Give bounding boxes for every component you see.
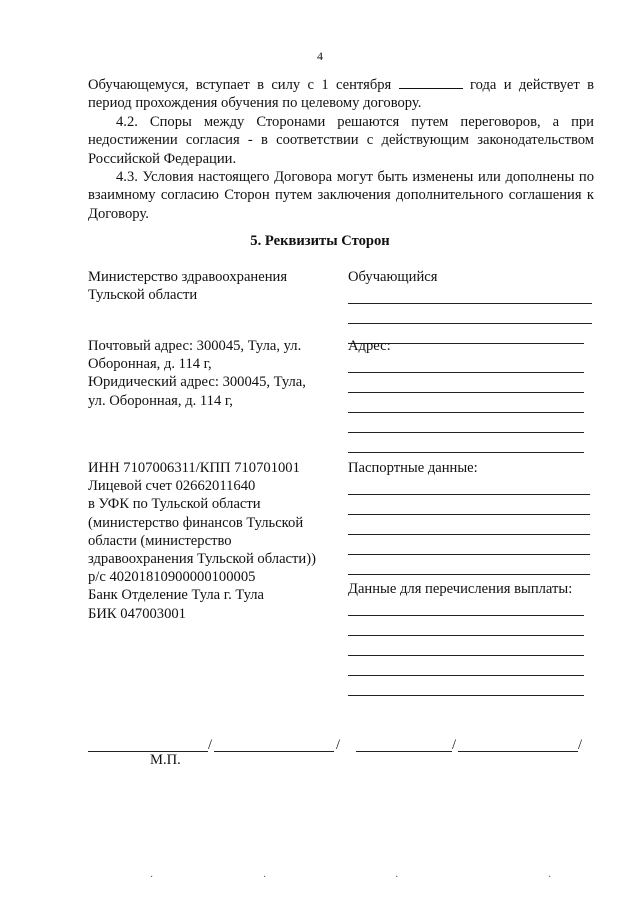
year-blank-line [399,76,463,89]
paragraph-text: года и действует в период прохождения обучения по целевому договору. [88,77,594,112]
signature-slash: / [578,737,583,753]
ministry-address [88,337,338,410]
bank-line: здравоохранения Тульской области)) [88,551,316,568]
scan-speck: · [395,872,399,883]
fill-line [348,477,594,497]
payment-label: Данные для перечисления выплаты: [348,581,573,597]
fill-line [348,355,594,375]
fill-line [348,375,594,395]
address-line: Почтовый адрес: 300045, Тула, ул. [88,338,302,354]
signature-name-line-left [214,751,334,752]
contract-text [88,76,594,223]
ministry-line: Тульской области [88,287,198,304]
fill-line [348,678,594,698]
student-address-block [348,337,594,455]
bank-line: в УФК по Тульской области [88,496,261,513]
bank-line: БИК 047003001 [88,605,186,622]
fill-line [348,435,594,455]
scan-speck: · [548,872,552,883]
fill-line [348,557,594,577]
bank-line: р/с 40201810900000100005 [88,569,256,586]
passport-block [348,459,594,577]
passport-label: Паспортные данные: [348,460,478,476]
paragraph-4-3: 4.3. Условия настоящего Договора могут быть изменены или дополнены по взаимному согласию Сторон путем заключения дополнительного соглашения к Договору. [88,169,594,222]
student-block [348,268,594,346]
fill-line [348,598,594,618]
ministry-name [88,268,338,304]
signature-slash: / [336,737,341,753]
signature-slash: / [208,737,213,753]
signature-slash: / [452,737,457,753]
page-number: 4 [317,49,323,63]
fill-line [348,618,594,638]
fill-line [348,658,594,678]
ministry-line: Министерство здравоохранения [88,269,288,285]
signature-name-line-right [458,751,578,752]
section-title: 5. Реквизиты Сторон [250,233,390,249]
paragraph-text: Обучающемуся, вступает в силу с 1 сентября [88,77,392,93]
stamp-place-label: М.П. [150,752,181,768]
fill-line [348,395,594,415]
ministry-bank-details [88,459,338,623]
student-label: Обучающийся [348,269,438,285]
signature-line-left [88,751,208,752]
paragraph-4-2: 4.2. Споры между Сторонами решаются путем переговоров, а при недостижении согласия - в соответствии с действующим законодательством Российской Федерации. [88,113,594,167]
bank-line: ИНН 7107006311/КПП 710701001 [88,460,300,476]
scan-speck: · [263,872,267,883]
scan-speck: · [150,872,154,883]
fill-line [348,497,594,517]
fill-line [348,286,594,306]
payment-block [348,580,594,698]
fill-line [348,415,594,435]
address-line: Юридический адрес: 300045, Тула, [88,374,306,391]
bank-line: области (министерство [88,532,232,549]
bank-line: Лицевой счет 02662011640 [88,478,256,495]
fill-line [348,517,594,537]
paragraph-4-1-end [88,76,594,113]
bank-line: Банк Отделение Тула г. Тула [88,587,265,604]
address-label: Адрес: [348,338,391,354]
address-line: Оборонная, д. 114 г, [88,356,212,373]
signature-line-right [356,751,452,752]
fill-line [348,537,594,557]
address-line: ул. Оборонная, д. 114 г, [88,392,233,409]
fill-line [348,638,594,658]
fill-line [348,306,594,326]
bank-line: (министерство финансов Тульской [88,514,304,531]
